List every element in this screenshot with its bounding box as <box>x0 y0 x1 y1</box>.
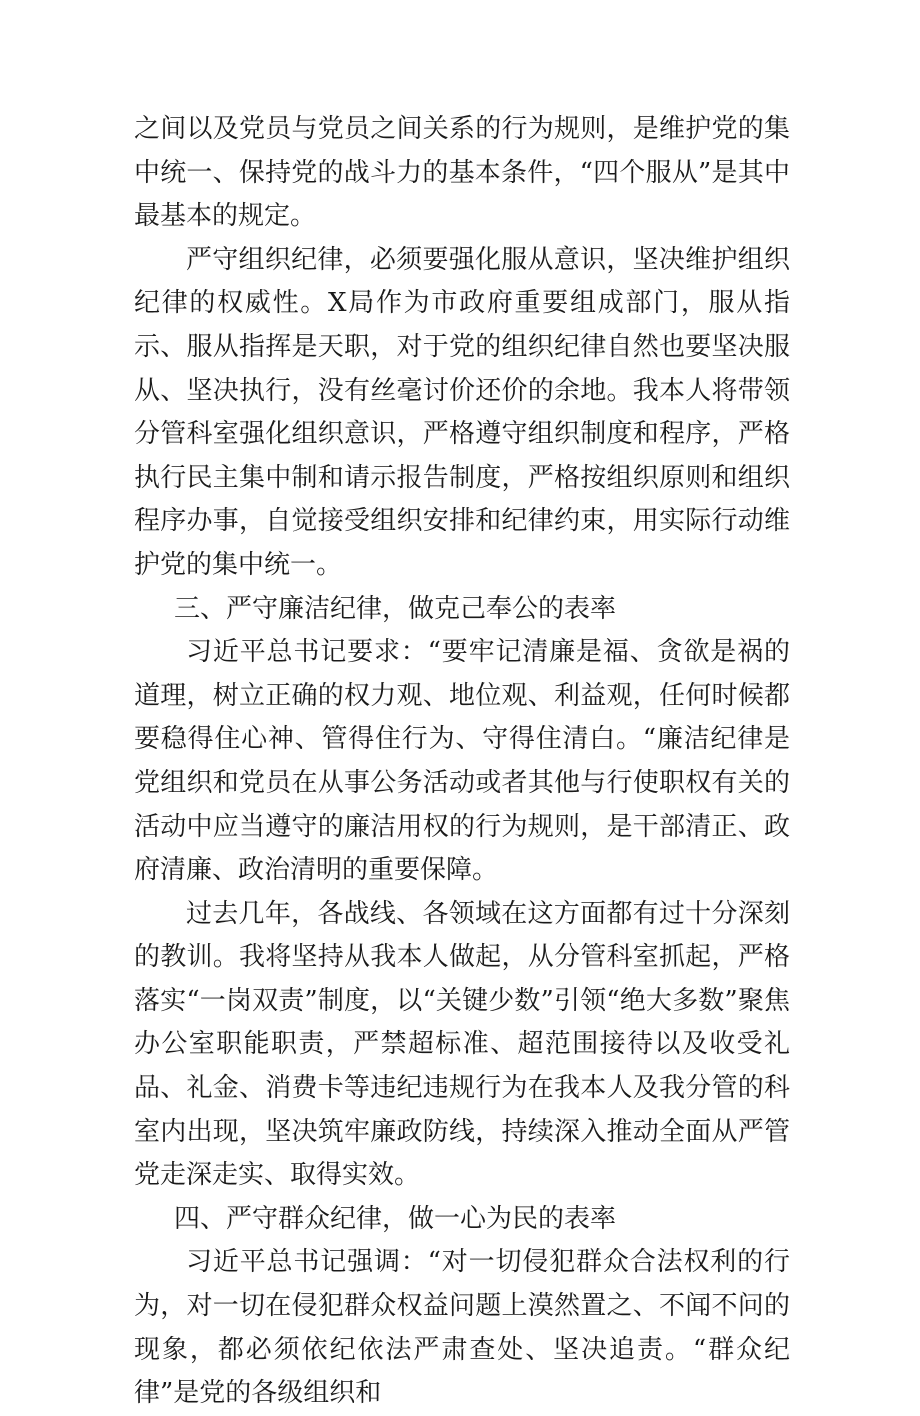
document-body <box>134 108 790 1416</box>
section-heading-mass-discipline: 四、严守群众纪律，做一心为民的表率 <box>174 1203 617 1234</box>
paragraph-integrity-quote: 习近平总书记要求：“要牢记清廉是福、贪欲是祸的道理，树立正确的权力观、地位观、利益观，任何时候都要稳得住心神、管得住行为、守得住清白。“廉洁纪律是党组织和党员在从事公务活动或者其他与行使职权有关的活动中应当遵守的廉洁用权的行为规则，是干部清正、政府清廉、政治清明的重要保障。 <box>134 637 790 886</box>
paragraph-mass-discipline-quote: 习近平总书记强调：“对一切侵犯群众合法权利的行为，对一切在侵犯群众权益问题上漠然置之、不闻不问的现象，都必须依纪依法严肃查处、坚决追责。“群众纪律”是党的各级组织和 <box>134 1247 790 1409</box>
paragraph-organizational-discipline: 严守组织纪律，必须要强化服从意识，坚决维护组织纪律的权威性。X局作为市政府重要组成部门，服从指示、服从指挥是天职，对于党的组织纪律自然也要坚决服从、坚决执行，没有丝毫讨价还价的余地。我本人将带领分管科室强化组织意识，严格遵守组织制度和程序，严格执行民主集中制和请示报告制度，严格按组织原则和组织程序办事，自觉接受组织安排和纪律约束，用实际行动维护党的集中统一。 <box>134 244 790 580</box>
paragraph-integrity-commitment: 过去几年，各战线、各领域在这方面都有过十分深刻的教训。我将坚持从我本人做起，从分管科室抓起，严格落实“一岗双责”制度，以“关键少数”引领“绝大多数”聚焦办公室职能职责，严禁超标准、超范围接待以及收受礼品、礼金、消费卡等违纪违规行为在我本人及我分管的科室内出现，坚决筑牢廉政防线，持续深入推动全面从严管党走深走实、取得实效。 <box>134 898 790 1191</box>
paragraph-continuation: 之间以及党员与党员之间关系的行为规则，是维护党的集中统一、保持党的战斗力的基本条件，“四个服从”是其中最基本的规定。 <box>134 114 790 232</box>
section-heading-integrity-discipline: 三、严守廉洁纪律，做克己奉公的表率 <box>174 593 617 624</box>
